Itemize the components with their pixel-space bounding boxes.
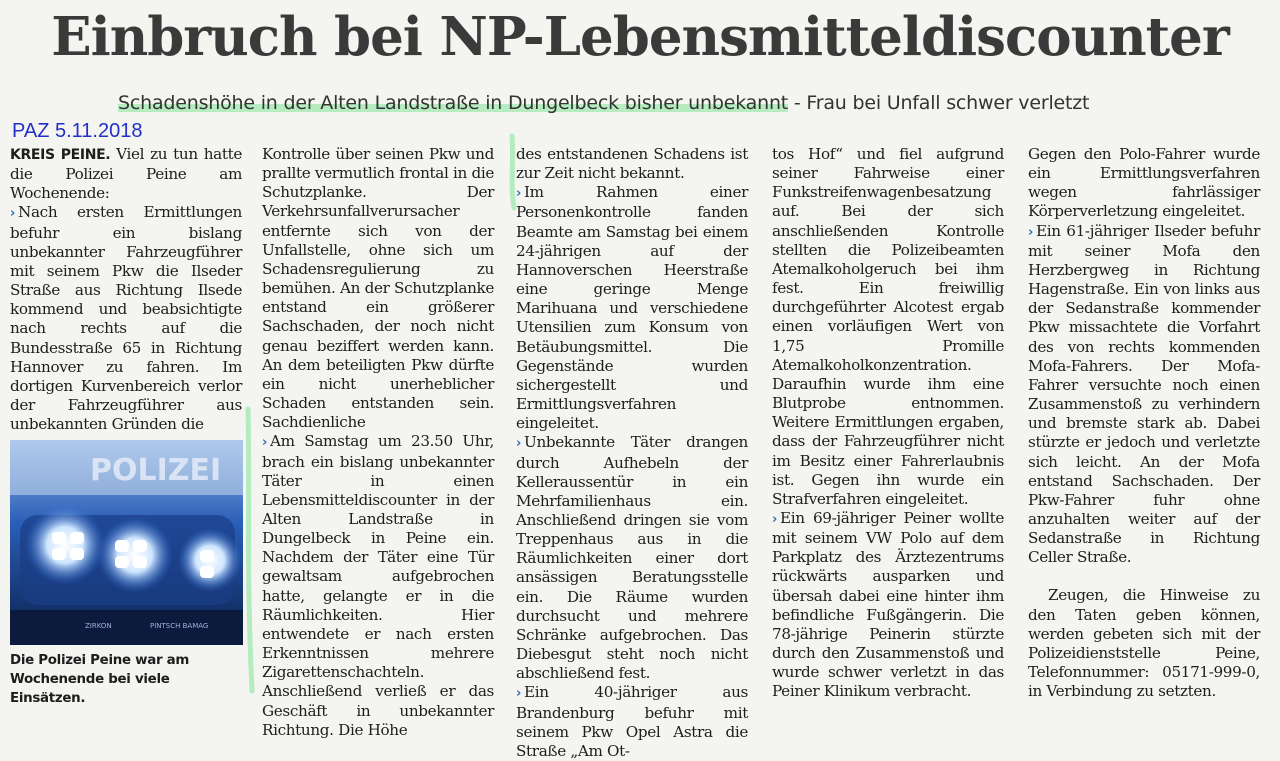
paragraph: Unbekannte Täter drangen durch Aufhebeln der Kelleraussentür in ein Mehrfamilienhaus ein. Anschließend dringen sie vom Treppenhaus aus in die Räumlichkeiten einer dort ansässigen Beratungsstelle ein. Die Räume wurden durchsucht und mehrere Schränke aufgebrochen. Das Diebesgut steht noch nicht abschließend fest. [516, 433, 748, 683]
photo-brand-text: PINTSCH BAMAG [150, 622, 209, 630]
subhead-rest: - Frau bei Unfall schwer verletzt [788, 92, 1090, 114]
bullet-icon: › [516, 186, 522, 202]
subheadline [118, 92, 1089, 114]
bullet-icon: › [772, 511, 778, 527]
paragraph: Kontrolle über seinen Pkw und prallte vermutlich frontal in die Schutzplanke. Der Verkehrsunfallverursacher entfernte sich von der Unfallstelle, ohne sich um Schadensregulierung zu bemühen. An der Schutzplanke entstand ein größerer Sachschaden, der noch nicht genau beziffert werden kann. An dem beteiligten Pkw dürfte ein nicht unerheblicher Schaden entstanden sein. Sachdienliche [262, 145, 494, 432]
paragraph: Ein 40-jähriger aus Brandenburg befuhr mit seinem Pkw Opel Astra die Straße „Am Ot- [516, 683, 748, 760]
photo-small-text: ZIRKON [85, 622, 112, 630]
paragraph: des entstandenen Schadens ist zur Zeit nicht bekannt. [516, 145, 748, 183]
dateline: KREIS PEINE. [10, 147, 111, 163]
column-4 [772, 145, 1004, 702]
column-5 [1028, 145, 1260, 701]
paragraph: Am Samstag um 23.50 Uhr, brach ein bislang unbekannter Täter in einen Lebensmitteldiscounter in der Alten Landstraße in Dungelbeck in Peine ein. Nachdem der Täter eine Tür gewaltsam aufgebrochen hatte, gelangte er in die Räumlichkeiten. Hier entwendete er nach ersten Erkenntnissen mehrere Zigarettenschachteln. Anschließend verließ er das Geschäft in unbekannter Richtung. Die Höhe [262, 432, 494, 739]
photo-sign-text: POLIZEI [90, 453, 222, 488]
subhead-highlighted: Schadenshöhe in der Alten Landstraße in Dungelbeck bisher unbekannt [118, 92, 789, 114]
police-car-photo [10, 440, 243, 645]
date-stamp: PAZ 5.11.2018 [12, 120, 143, 142]
bullet-icon: › [516, 686, 522, 702]
intro-text: Viel zu tun hatte die Polizei Peine am Wochenende: [10, 145, 242, 203]
paragraph: Im Rahmen einer Personenkontrolle fanden Beamte am Samstag bei einem 24-jährigen auf der Hannoverschen Heerstraße eine geringe Menge Marihuana und verschiedene Utensilien zum Konsum von Betäubungsmittel. Die Gegenstände wurden sichergestellt und Ermittlungsverfahren eingeleitet. [516, 183, 748, 433]
column-1 [10, 145, 242, 434]
bullet-icon: › [516, 436, 522, 452]
paragraph: Gegen den Polo-Fahrer wurde ein Ermittlungsverfahren wegen fahrlässiger Körperverletzung eingeleitet. [1028, 145, 1260, 221]
paragraph: Ein 69-jähriger Peiner wollte mit seinem VW Polo auf dem Parkplatz des Ärztezentrums rückwärts ausparken und übersah dabei eine hinter ihm befindliche Fußgängerin. Die 78-jährige Peinerin stürzte durch den Zusammenstoß und wurde schwer verletzt in das Peiner Klinikum verbracht. [772, 508, 1004, 701]
bullet-icon: › [10, 206, 16, 222]
column-3 [516, 145, 748, 761]
paragraph: Ein 61-jähriger Ilseder befuhr mit seiner Mofa den Herzbergweg in Richtung Hagenstraße. Ein von links aus der Sedanstraße kommender Pkw missachtete die Vorfahrt des von rechts kommenden Mofa-Fahrers. Der Mofa-Fahrer versuchte noch einen Zusammenstoß zu verhindern und bremste stark ab. Dabei stürzte er jedoch und verletzte sich leicht. An der Mofa entstand Sachschaden. Der Pkw-Fahrer fuhr ohne anzuhalten weiter auf der Sedanstraße in Richtung Celler Straße. [1028, 221, 1260, 567]
paragraph: Zeugen, die Hinweise zu den Taten geben können, werden gebeten sich mit der Polizeidienststelle Peine, Telefonnummer: 05171-999-0, in Verbindung zu setzten. [1028, 586, 1260, 701]
column-2 [262, 145, 494, 740]
paragraph: Nach ersten Ermittlungen befuhr ein bislang unbekannter Fahrzeugführer mit seinem Pkw die Ilseder Straße aus Richtung Ilsede kommend und beabsichtigte nach rechts auf die Bundesstraße 65 in Richtung Hannover zu fahren. Im dortigen Kurvenbereich verlor der Fahrzeugführer aus unbekannten Gründen die [10, 203, 242, 434]
bullet-icon: › [1028, 224, 1034, 240]
photo-caption: Die Polizei Peine war am Wochenende bei viele Einsätzen. [10, 653, 189, 706]
headline: Einbruch bei NP-Lebensmitteldiscounter [51, 6, 1229, 68]
bullet-icon: › [262, 435, 268, 451]
paragraph: tos Hof“ und fiel aufgrund seiner Fahrweise einer Funkstreifenwagenbesatzung auf. Bei der sich anschließenden Kontrolle stellten die Polizeibeamten Atemalkoholgeruch bei ihm fest. Ein freiwillig durchgeführter Alcotest ergab einen vorläufigen Wert von 1,75 Promille Atemalkoholkonzentration. Daraufhin wurde ihm eine Blutprobe entnommen. Weitere Ermittlungen ergaben, dass der Fahrzeugführer nicht im Besitz einer Fahrerlaubnis ist. Gegen ihn wurde ein Strafverfahren eingeleitet. [772, 145, 1004, 508]
